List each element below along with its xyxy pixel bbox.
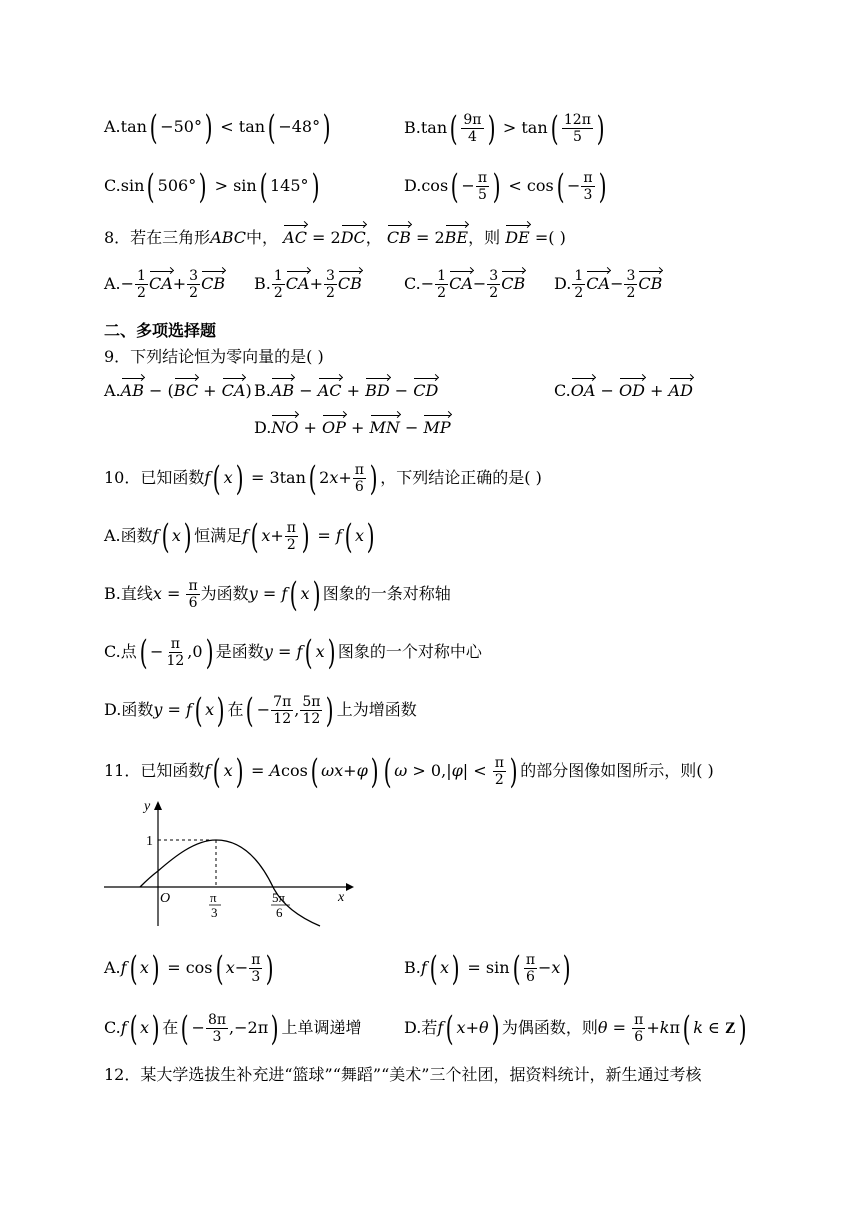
q12-stem: 12．某大学选拔生补充进“篮球”“舞蹈”“美术”三个社团，据资料统计，新生通过考核 [104, 1065, 702, 1084]
q8-option-d: D. $\frac{1}{2}$ CA− $\frac{3}{2}$ CB [554, 268, 663, 301]
option-text: 图象的一个对称中心 [337, 642, 482, 661]
q10-option-c: C.点( − $\frac{\pi}{12}$ ,0) 是函数y = f( x) 图象的一个对称中心 [104, 632, 482, 673]
option-label: C. [104, 176, 121, 195]
q9-stem: 9．下列结论恒为零向量的是( ) [104, 347, 324, 366]
q9-option-b: B.AB − AC + BD − CD [254, 381, 439, 400]
option-label: A. [104, 381, 121, 400]
option-label: B. [254, 274, 271, 293]
option-label: C.点 [104, 642, 137, 661]
option-label: D.函数 [104, 700, 154, 719]
option-label: D. [404, 176, 422, 195]
option-label: B.直线 [104, 584, 153, 603]
q11-stem-prefix: 11．已知函数 [104, 761, 205, 780]
q8-stem-prefix: 8．若在三角形 [104, 228, 211, 247]
option-text: 图象的一条对称轴 [322, 584, 451, 603]
q10-option-b: B.直线x = $\frac{\pi}{6}$ 为函数y = f( x) 图象的一条对称轴 [104, 574, 451, 615]
y-axis-label: y [144, 799, 151, 814]
option-label: C. [554, 381, 571, 400]
x-axis-arrow-icon [346, 883, 354, 891]
option-text: 上为增函数 [336, 700, 417, 719]
option-label: D. [254, 418, 272, 437]
q7-option-a: A.tan( −50°) < tan( −48°) [104, 107, 331, 148]
option-label: C. [104, 1018, 121, 1037]
q8-stem-mid: ，则 [468, 228, 501, 247]
option-label: B. [254, 381, 271, 400]
option-text: 是函数 [215, 642, 264, 661]
section-heading: 二、多项选择题 [104, 321, 217, 340]
q11-option-a: A.f( x) = cos( x− $\frac{\pi}{3}$ ) [104, 948, 275, 989]
q10-stem-suffix: ，下列结论正确的是( ) [380, 468, 542, 487]
option-text: 在 [227, 700, 244, 719]
q8-stem: 8．若在三角形ABC中， AC = 2DC， CB = 2BE，则 DE =( ) [104, 228, 566, 247]
q10-stem-prefix: 10．已知函数 [104, 468, 205, 487]
option-label: A.函数 [104, 526, 153, 545]
q8-stem-end: ( ) [548, 228, 566, 247]
q10-option-a: A.函数f( x) 恒满足f( x+ $\frac{\pi}{2}$ ) = f( x) [104, 516, 375, 557]
q8-option-b: B. $\frac{1}{2}$ CA+ $\frac{3}{2}$ CB [254, 268, 362, 301]
cosine-curve [140, 840, 320, 926]
q10-option-d: D.函数y = f( x) 在( − $\frac{7\pi}{12}$ , $\frac{5\pi}{12}$ ) 上为增函数 [104, 690, 417, 731]
q9-option-a: A.AB − (BC + CA) [104, 381, 252, 400]
q7-option-b: B.tan( $\frac{9\pi}{4}$ ) > tan( $\frac{12\pi}{5}$ ) [404, 108, 605, 149]
option-text: 为函数 [200, 584, 249, 603]
q10-stem: 10．已知函数f( x) = 3tan( 2x+ $\frac{\pi}{6}$ ) ，下列结论正确的是( ) [104, 458, 542, 499]
max-value-label: 1 [146, 834, 153, 849]
q7-option-d: D.cos( − $\frac{\pi}{5}$ ) < cos( − $\frac{\pi}{3}$ ) [404, 166, 607, 207]
q8-stem-mid: ， [365, 228, 382, 247]
q11-option-d: D.若f( x+θ) 为偶函数，则θ = $\frac{\pi}{6}$ +kπ( k ∈ Z) [404, 1008, 747, 1049]
q9-option-d: D.NO + OP + MN − MP [254, 418, 451, 437]
option-label: A. [104, 958, 121, 977]
q11-option-b: B.f( x) = sin( $\frac{\pi}{6}$ −x) [404, 948, 572, 989]
option-label: B. [404, 958, 421, 977]
tick-label-5pi-6-den: 6 [276, 905, 283, 920]
tick-label-5pi-6-num: 5π [272, 890, 286, 905]
option-text: 上单调递增 [281, 1018, 362, 1037]
option-label: C. [404, 274, 421, 293]
option-text: 为偶函数，则 [501, 1018, 598, 1037]
option-label: A. [104, 274, 121, 293]
option-label: D.若 [404, 1018, 438, 1037]
q8-option-a: A.− $\frac{1}{2}$ CA+ $\frac{3}{2}$ CB [104, 268, 226, 301]
q11-stem-suffix: 的部分图像如图所示，则( ) [520, 761, 714, 780]
q8-option-c: C.− $\frac{1}{2}$ CA− $\frac{3}{2}$ CB [404, 268, 526, 301]
q9-option-c: C.OA − OD + AD [554, 381, 693, 400]
option-text: 在 [162, 1018, 179, 1037]
q8-stem-mid: 中， [246, 228, 279, 247]
tick-label-pi-3-den: 3 [211, 905, 218, 920]
option-label: D. [554, 274, 572, 293]
tick-label-pi-3-num: π [210, 890, 217, 905]
q11-option-c: C.f( x) 在( − $\frac{8\pi}{3}$ ,−2π) 上单调递增 [104, 1008, 362, 1049]
function-graph [100, 798, 360, 928]
origin-label: O [160, 891, 171, 906]
x-axis-label: x [338, 890, 345, 905]
q11-stem: 11．已知函数f( x) = Acos( ωx+φ) ( ω > 0,|φ| < $\frac{\pi}{2}$ ) 的部分图像如图所示，则( ) [104, 751, 714, 792]
q7-option-c: C.sin( 506°) > sin( 145°) [104, 166, 320, 207]
option-label: A. [104, 117, 121, 136]
option-label: B. [404, 118, 421, 137]
option-text: 恒满足 [194, 526, 243, 545]
y-axis-arrow-icon [154, 801, 162, 810]
